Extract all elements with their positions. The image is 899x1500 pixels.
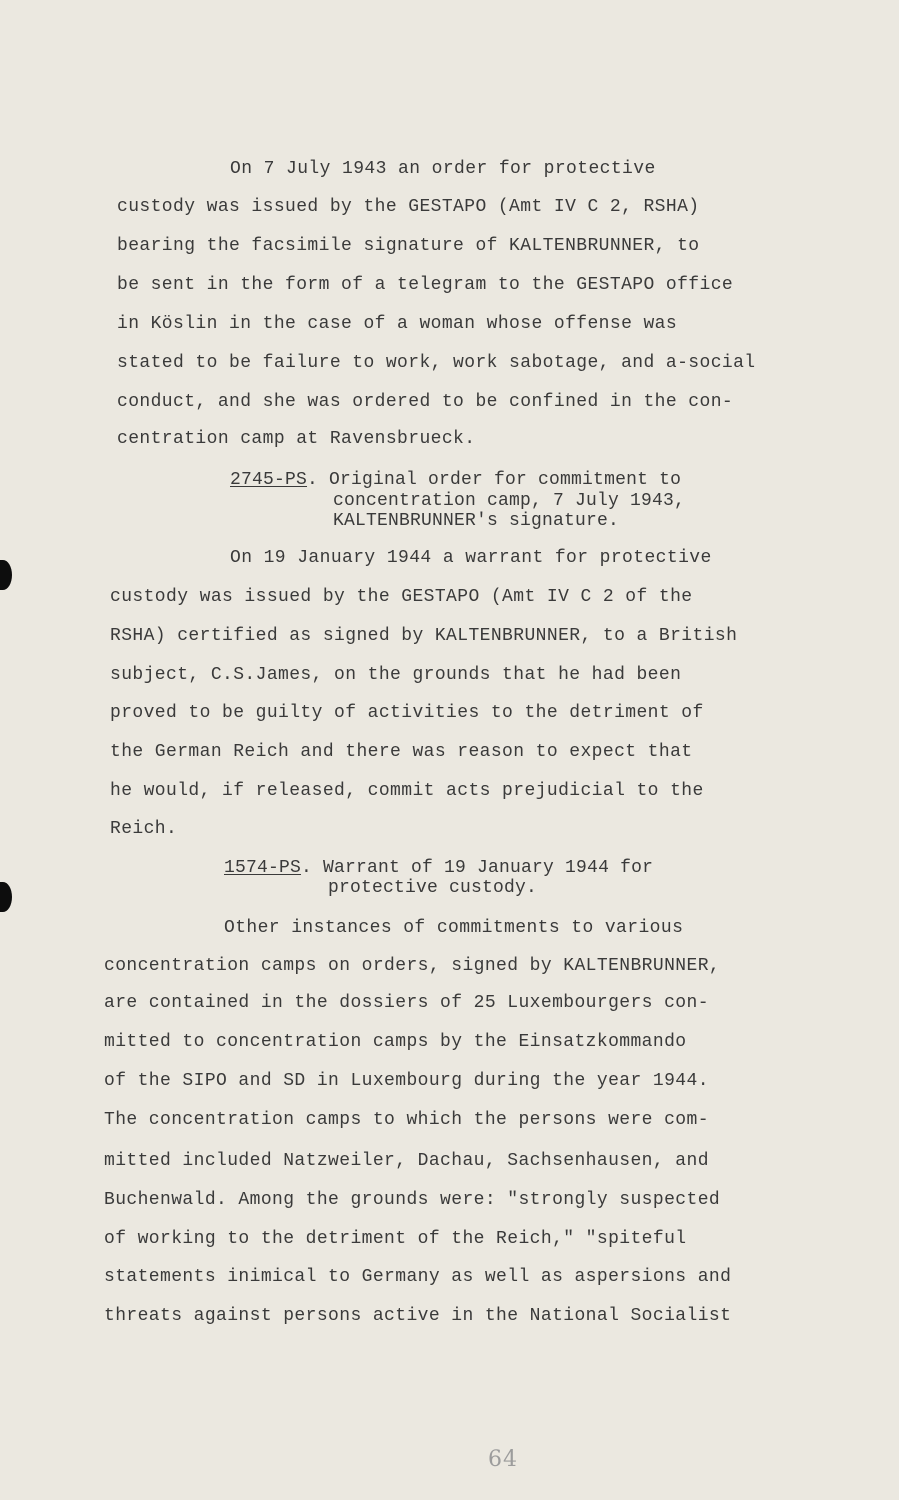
paragraph-3-line: mitted to concentration camps by the Einsatzkommando bbox=[104, 1032, 687, 1052]
paragraph-2-line: the German Reich and there was reason to expect that bbox=[110, 742, 693, 762]
paragraph-1-line: be sent in the form of a telegram to the GESTAPO office bbox=[117, 275, 734, 295]
citation-1574-ps bbox=[224, 858, 653, 878]
paragraph-2-line: Reich. bbox=[110, 819, 178, 839]
citation-ref: 1574-PS bbox=[224, 858, 302, 878]
paragraph-2-line: proved to be guilty of activities to the detriment of bbox=[110, 703, 704, 723]
paragraph-1-line: custody was issued by the GESTAPO (Amt IV C 2, RSHA) bbox=[117, 197, 700, 217]
paragraph-1-line: conduct, and she was ordered to be confined in the con- bbox=[117, 392, 734, 412]
paragraph-3-line: of working to the detriment of the Reich," "spiteful bbox=[104, 1229, 687, 1249]
paragraph-3-line: statements inimical to Germany as well as aspersions and bbox=[104, 1267, 732, 1287]
paragraph-1-line: stated to be failure to work, work sabotage, and a-social bbox=[117, 353, 756, 373]
paragraph-2-line: subject, C.S.James, on the grounds that he had been bbox=[110, 665, 682, 685]
paragraph-2-line: On 19 January 1944 a warrant for protective bbox=[230, 548, 712, 568]
paragraph-3-line: Buchenwald. Among the grounds were: "strongly suspected bbox=[104, 1190, 721, 1210]
paragraph-1-line: On 7 July 1943 an order for protective bbox=[230, 159, 656, 179]
citation-text: KALTENBRUNNER's signature. bbox=[333, 511, 620, 531]
paragraph-2-line: RSHA) certified as signed by KALTENBRUNNER, to a British bbox=[110, 626, 738, 646]
paragraph-1-line: in Köslin in the case of a woman whose offense was bbox=[117, 314, 678, 334]
paragraph-2-line: custody was issued by the GESTAPO (Amt IV C 2 of the bbox=[110, 587, 693, 607]
paragraph-3-line: threats against persons active in the National Socialist bbox=[104, 1306, 732, 1326]
citation-text: concentration camp, 7 July 1943, bbox=[333, 491, 686, 511]
paragraph-3-line: are contained in the dossiers of 25 Luxembourgers con- bbox=[104, 993, 709, 1013]
paragraph-3-line: The concentration camps to which the persons were com- bbox=[104, 1110, 709, 1130]
paragraph-3-line: concentration camps on orders, signed by KALTENBRUNNER, bbox=[104, 956, 721, 976]
paragraph-1-line: bearing the facsimile signature of KALTENBRUNNER, to bbox=[117, 236, 700, 256]
paragraph-2-line: he would, if released, commit acts prejudicial to the bbox=[110, 781, 704, 801]
paragraph-3-line: of the SIPO and SD in Luxembourg during the year 1944. bbox=[104, 1071, 709, 1091]
citation-2745-ps bbox=[230, 470, 681, 490]
page-number: 64 bbox=[488, 1447, 518, 1472]
citation-text: protective custody. bbox=[328, 878, 538, 898]
paragraph-3-line: Other instances of commitments to various bbox=[224, 918, 684, 938]
citation-text: . Original order for commitment to bbox=[307, 470, 682, 490]
binder-hole-bottom bbox=[0, 882, 12, 912]
citation-ref: 2745-PS bbox=[230, 470, 308, 490]
paragraph-1-line: centration camp at Ravensbrueck. bbox=[117, 429, 476, 449]
citation-text: . Warrant of 19 January 1944 for bbox=[301, 858, 654, 878]
binder-hole-top bbox=[0, 560, 12, 590]
paragraph-3-line: mitted included Natzweiler, Dachau, Sachsenhausen, and bbox=[104, 1151, 709, 1171]
